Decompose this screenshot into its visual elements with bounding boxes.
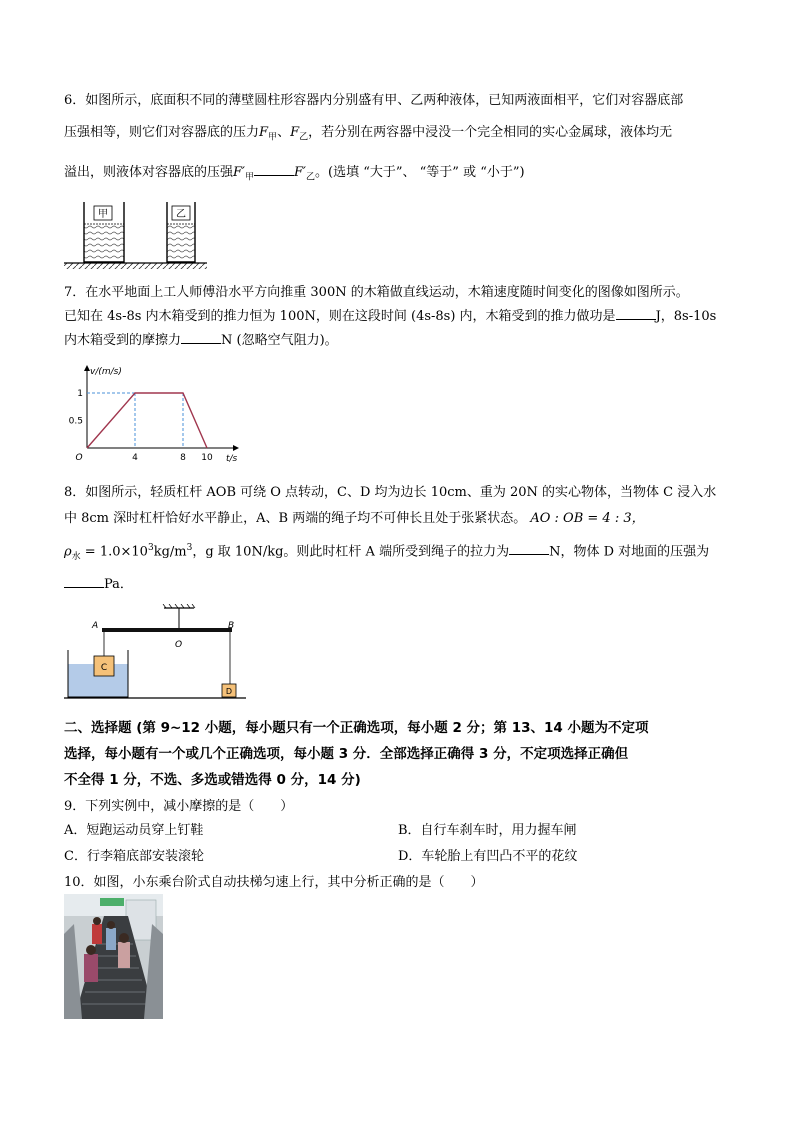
- q8-rho-exp: 3: [147, 543, 154, 553]
- q6-liquid-jia: [84, 224, 124, 262]
- q6-f-jia: F: [259, 125, 269, 140]
- q8-lever-figure: [64, 604, 249, 704]
- q8-lever: [102, 628, 232, 632]
- x-tick-0: O: [75, 453, 83, 463]
- q6-line3b: 。(选填 “大于”、 “等于” 或 “小于”): [315, 165, 525, 180]
- q6-line2: [64, 122, 734, 149]
- x-tick-1: 4: [132, 453, 138, 463]
- q6-sub-yi: 乙: [299, 132, 309, 143]
- q6-line2b: ，若分别在两容器中浸没一个完全相同的实心金属球，液体均无: [308, 125, 673, 140]
- q7-line2: [64, 306, 734, 327]
- q9-option-a[interactable]: A．短跑运动员穿上钉鞋: [64, 823, 204, 838]
- y-tick-1: 0.5: [68, 416, 83, 427]
- q8-rho-sub: 水: [71, 551, 81, 562]
- q6-label-jia: 甲: [98, 209, 108, 220]
- y-tick-0: 1: [77, 389, 83, 399]
- q8-line3: [64, 538, 734, 568]
- q8-blank1[interactable]: [509, 541, 549, 555]
- q8-label-a: A: [92, 621, 99, 631]
- velocity-line: [87, 393, 207, 448]
- q7-blank1[interactable]: [616, 306, 656, 320]
- x-tick-3: 10: [201, 453, 213, 463]
- q8-ratio: AO : OB = 4 : 3，: [530, 511, 645, 526]
- q7-line2a: 已知在 4s-8s 内木箱受到的推力恒为 100N，则在这段时间 (4s-8s) 内，木箱受到的推力做功是: [64, 309, 616, 324]
- q6-p-sub-yi: 乙: [306, 172, 316, 183]
- q6-ground: [64, 263, 207, 269]
- q8-line2-text: 中 8cm 深时杠杆恰好水平静止，A、B 两端的绳子均不可伸长且处于张紧状态。: [64, 511, 527, 526]
- q7-line3b: N (忽略空气阻力)。: [221, 333, 338, 348]
- q6-liquid-yi: [167, 224, 195, 262]
- q6-p-sub-jia: 甲: [245, 172, 255, 183]
- q9-stem: 9．下列实例中，减小摩擦的是（ ）: [64, 799, 294, 814]
- q8-line1: 8．如图所示，轻质杠杆 AOB 可绕 O 点转动，C、D 均为边长 10cm、重为 20N 的实心物体，当物体 C 浸入水: [64, 485, 717, 500]
- q8-line4-text: Pa．: [104, 577, 133, 592]
- q8-label-d: D: [225, 687, 233, 696]
- q8-label-b: B: [228, 621, 235, 631]
- q6-f-yi: F: [290, 125, 300, 140]
- q6-p-yi: F′: [294, 165, 306, 180]
- q7-line3: [64, 330, 734, 351]
- q6-label-yi: 乙: [176, 209, 186, 220]
- q8-line3c: N，物体 D 对地面的压强为: [549, 544, 710, 560]
- q10-stem: 10．如图，小东乘台阶式自动扶梯匀速上行，其中分析正确的是（ ）: [64, 875, 484, 890]
- q6-containers-figure: [64, 200, 209, 272]
- q8-label-o: O: [175, 640, 183, 650]
- q7-blank2[interactable]: [181, 330, 221, 344]
- y-axis-label: v/(m/s): [90, 367, 122, 377]
- q7-line1: 7．在水平地面上工人师傅沿水平方向推重 300N 的木箱做直线运动，木箱速度随时间变化的图像如图所示。: [64, 285, 689, 300]
- q6-line2a: 压强相等，则它们对容器底的压力: [64, 125, 260, 140]
- q6-p-jia: F′: [233, 165, 245, 180]
- q7-line3a: 内木箱受到的摩擦力: [64, 333, 182, 348]
- q8-line4: [64, 574, 734, 595]
- q6-line3: [64, 162, 734, 189]
- section2-line3: 不全得 1 分，不选、多选或错选得 0 分，14 分): [64, 772, 361, 788]
- q6-line3a: 溢出，则液体对容器底的压强: [64, 165, 234, 180]
- q6-sep: 、: [277, 125, 291, 140]
- q8-blank2[interactable]: [64, 574, 104, 588]
- q8-line2: [64, 508, 734, 529]
- section2-line2: 选择，每小题有一个或几个正确选项，每小题 3 分．全部选择正确得 3 分，不定项选择正确但: [64, 746, 629, 762]
- q9-option-d[interactable]: D．车轮胎上有凹凸不平的花纹: [398, 849, 578, 864]
- q9-option-b[interactable]: B．自行车刹车时，用力握车闸: [398, 823, 577, 838]
- q8-rho-unit-exp: 3: [186, 543, 193, 553]
- q6-blank[interactable]: [254, 162, 294, 176]
- q7-velocity-chart: [66, 362, 246, 467]
- section2-line1: 二、选择题 (第 9~12 小题，每小题只有一个正确选项，每小题 2 分；第 13、14 小题为不定项: [64, 720, 649, 736]
- q10-escalator-photo: [64, 894, 163, 1019]
- q6-line1: 6．如图所示，底面积不同的薄壁圆柱形容器内分别盛有甲、乙两种液体，已知两液面相平，它们对容器底部: [64, 93, 684, 108]
- q8-rho: ρ: [64, 544, 72, 560]
- q7-line2b: J，8s-10s: [655, 309, 717, 324]
- q8-label-c: C: [100, 663, 108, 673]
- q8-rho-unit: kg/m: [153, 544, 187, 560]
- q8-line3b: ，g 取 10N/kg。则此时杠杆 A 端所受到绳子的拉力为: [192, 544, 510, 560]
- x-tick-2: 8: [180, 453, 186, 463]
- x-axis-label: t/s: [226, 454, 238, 464]
- q6-sub-jia: 甲: [268, 132, 278, 143]
- q9-option-c[interactable]: C．行李箱底部安装滚轮: [64, 849, 204, 864]
- q8-rho-val: = 1.0×10: [80, 544, 148, 560]
